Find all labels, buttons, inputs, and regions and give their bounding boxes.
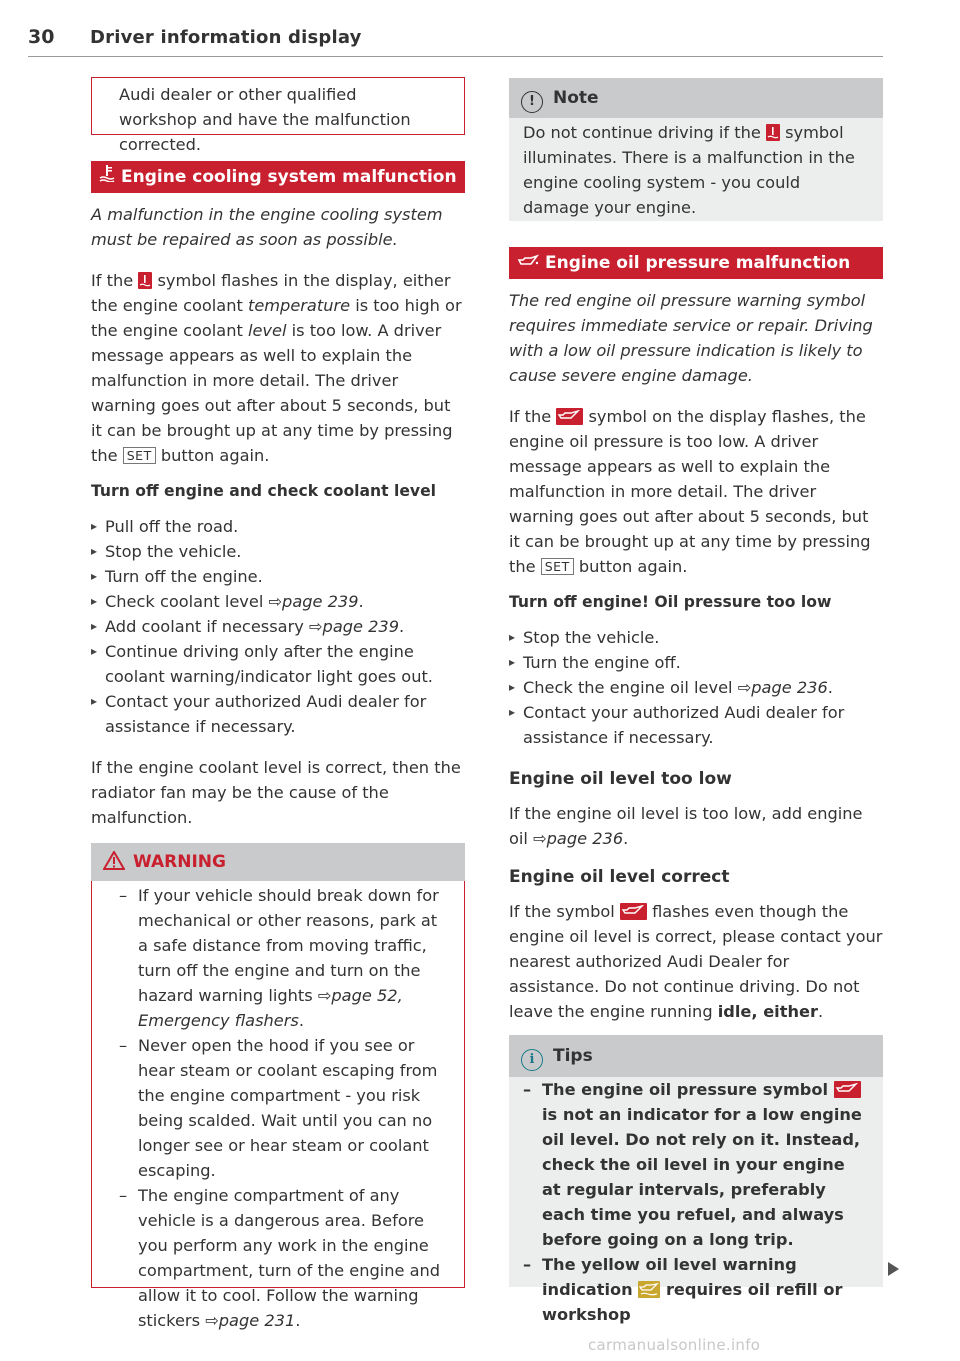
note-icon: ! bbox=[521, 91, 543, 113]
set-button-key: SET bbox=[123, 447, 156, 464]
note-text: Do not continue driving if the symbol illuminates. There is a malfunction in the engine cooling system - you could damage your engine. bbox=[523, 123, 855, 217]
warning-heading-bar bbox=[91, 843, 465, 881]
list-item: ▸ Check coolant level ⇨page 239. bbox=[91, 589, 465, 614]
oil-can-icon bbox=[517, 247, 539, 279]
oil-pressure-heading bbox=[509, 247, 883, 279]
list-item: – The engine compartment of any vehicle is a dangerous area. Before you perform any work in the engine compartment, turn of the engine and allow it to cool. Follow the warning stickers ⇨page 231. bbox=[119, 1183, 450, 1333]
oil-pressure-symbol bbox=[620, 903, 647, 920]
cooling-title: Engine cooling system malfunction bbox=[121, 167, 457, 187]
check-coolant-subheading: Turn off engine and check coolant level bbox=[91, 482, 437, 500]
oil-level-warning-symbol bbox=[638, 1281, 660, 1298]
oil-level-correct-text: If the symbol flashes even though the engine oil level is correct, please contact your nearest authorized Audi Dealer for assistance. Do not continue driving. Do not leave the engine running idle, either. bbox=[509, 902, 883, 1021]
cooling-intro: A malfunction in the engine cooling system must be repaired as soon as possible. bbox=[91, 205, 443, 249]
note-title: Note bbox=[553, 88, 599, 108]
oil-steps-list bbox=[509, 625, 883, 750]
list-item: – The engine oil pressure symbol is not an indicator for a low engine oil level. Do not rely on it. Instead, check the oil level in your engine at regular intervals, preferably each time you refuel, and always before going on a long trip. bbox=[523, 1077, 869, 1252]
set-button-key: SET bbox=[541, 558, 574, 575]
section-title: Driver information display bbox=[90, 27, 362, 48]
coolant-warning-symbol bbox=[138, 272, 152, 289]
oil-level-low-heading: Engine oil level too low bbox=[509, 769, 732, 789]
cooling-paragraph: If the symbol flashes in the display, either the engine coolant temperature is too high or the engine coolant level is too low. A driver message appears as well to explain the malfunction in more detail. The driver warning goes out after about 5 seconds, but it can be brought up at any time by pressing the SET button again. bbox=[91, 271, 462, 465]
page-number: 30 bbox=[28, 26, 55, 48]
list-item: ▸ Contact your authorized Audi dealer for assistance if necessary. bbox=[91, 689, 465, 739]
warning-box bbox=[91, 881, 465, 1330]
watermark: carmanualsonline.info bbox=[588, 1336, 761, 1354]
oil-level-correct-heading: Engine oil level correct bbox=[509, 867, 730, 887]
list-item: ▸ Turn off the engine. bbox=[91, 564, 465, 589]
info-icon: i bbox=[521, 1049, 543, 1071]
oil-low-subheading: Turn off engine! Oil pressure too low bbox=[509, 593, 832, 611]
coolant-steps-list bbox=[91, 514, 465, 739]
oil-level-low-text: If the engine oil level is too low, add engine oil ⇨page 236. bbox=[509, 804, 863, 848]
list-item: ▸ Contact your authorized Audi dealer for assistance if necessary. bbox=[509, 700, 883, 750]
note-box bbox=[509, 118, 883, 221]
list-item: – Never open the hood if you see or hear steam or coolant escaping from the engine compartment - you risk being scalded. Wait until you can no longer see or hear steam or coolant escaping. bbox=[119, 1033, 450, 1183]
oil-pressure-symbol bbox=[556, 408, 583, 425]
oil-pressure-symbol bbox=[834, 1081, 861, 1098]
note-heading-bar bbox=[509, 78, 883, 118]
warning-title: WARNING bbox=[133, 852, 226, 872]
warning-triangle-icon bbox=[103, 846, 125, 884]
list-item: ▸ Check the engine oil level ⇨page 236. bbox=[509, 675, 883, 700]
list-item: ▸ Stop the vehicle. bbox=[509, 625, 883, 650]
list-item: ▸ Turn the engine off. bbox=[509, 650, 883, 675]
list-item: – If your vehicle should break down for mechanical or other reasons, park at a safe distance from moving traffic, turn off the engine and turn on the hazard warning lights ⇨page 52, Emergency flashers. bbox=[119, 883, 450, 1033]
list-item: – The yellow oil level warning indication requires oil refill or workshop bbox=[523, 1252, 869, 1327]
list-item: ▸ Continue driving only after the engine coolant warning/indicator light goes out. bbox=[91, 639, 465, 689]
list-item: ▸ Stop the vehicle. bbox=[91, 539, 465, 564]
tips-list bbox=[509, 1077, 883, 1327]
oil-intro: The red engine oil pressure warning symbol requires immediate service or repair. Driving with a low oil pressure indication is likely to cause severe engine damage. bbox=[509, 291, 873, 385]
coolant-warning-symbol bbox=[766, 124, 780, 141]
tips-box bbox=[509, 1077, 883, 1324]
tips-title: Tips bbox=[553, 1046, 593, 1066]
coolant-correct-text: If the engine coolant level is correct, then the radiator fan may be the cause of the malfunction. bbox=[91, 758, 461, 827]
tips-heading-bar bbox=[509, 1035, 883, 1077]
continued-text: Audi dealer or other qualified workshop and have the malfunction corrected. bbox=[119, 85, 411, 154]
oil-paragraph: If the symbol on the display flashes, the engine oil pressure is too low. A driver message appears as well to explain the malfunction in more detail. The driver warning goes out after about 5 seconds, but it can be brought up at any time by pressing the SET button again. bbox=[509, 407, 871, 576]
continue-arrow-icon bbox=[888, 1262, 899, 1276]
cooling-malfunction-heading bbox=[91, 161, 465, 193]
page-header bbox=[28, 24, 883, 57]
warning-list bbox=[92, 881, 464, 1333]
oil-title: Engine oil pressure malfunction bbox=[545, 253, 851, 273]
list-item: ▸ Pull off the road. bbox=[91, 514, 465, 539]
continued-notice-box bbox=[91, 77, 465, 154]
coolant-temperature-icon bbox=[99, 161, 115, 193]
list-item: ▸ Add coolant if necessary ⇨page 239. bbox=[91, 614, 465, 639]
